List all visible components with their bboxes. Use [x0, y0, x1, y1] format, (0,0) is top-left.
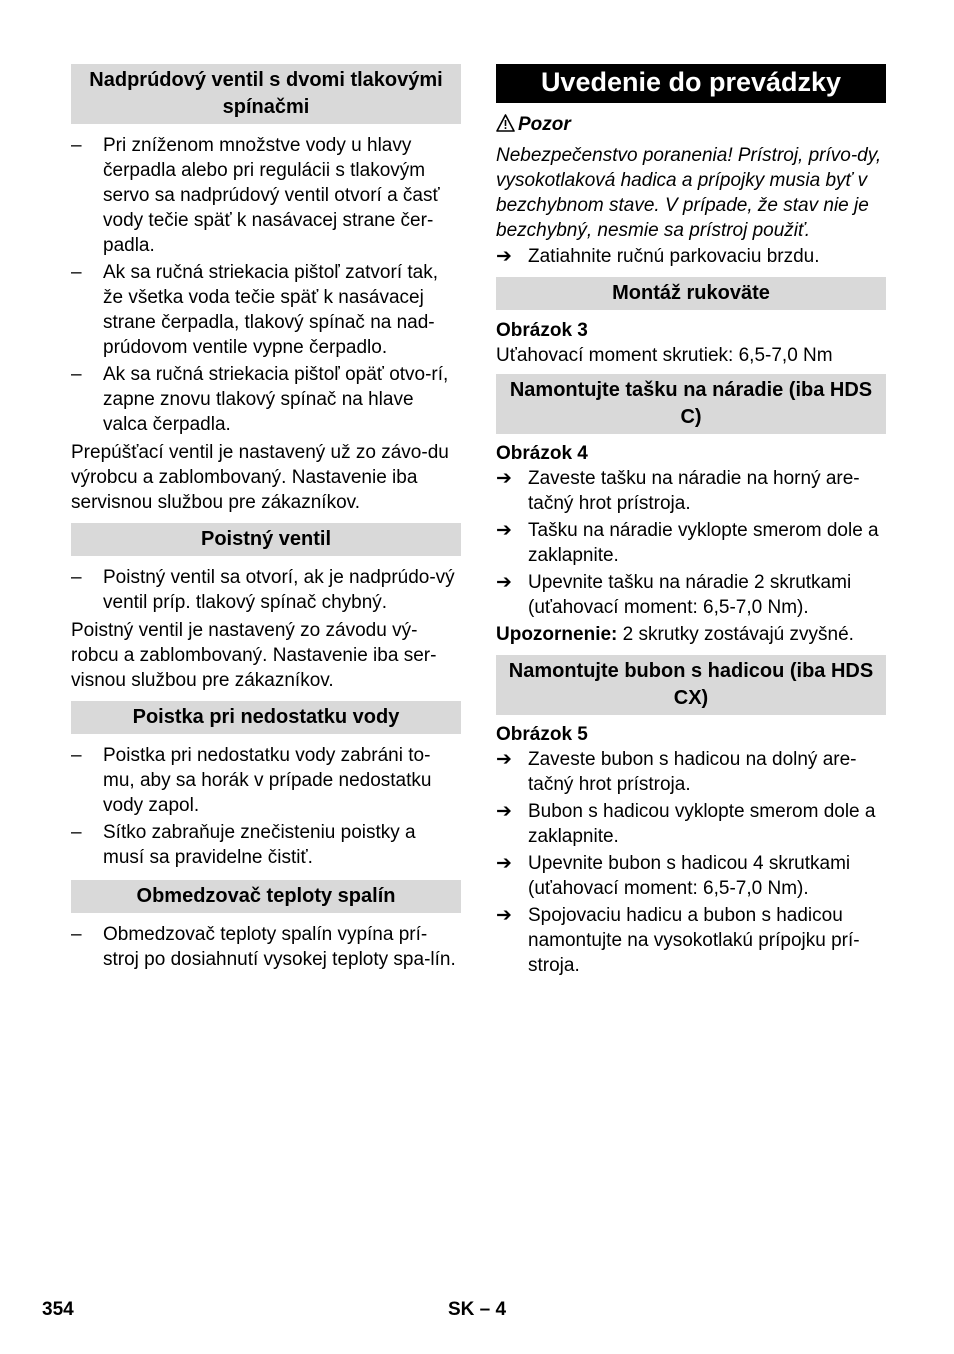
arrow-icon: ➔ [496, 520, 512, 541]
step-item [496, 903, 886, 978]
arrow-icon: ➔ [496, 749, 512, 770]
section-heading-safety-valve: Poistný ventil [71, 523, 461, 556]
step-item [496, 570, 886, 620]
step-item [496, 466, 886, 516]
right-column [496, 64, 886, 978]
left-column [71, 64, 461, 972]
list-item-text: Obmedzovač teploty spalín vypína prí-stroj po dosiahnutí vysokej teploty spa-lín. [103, 924, 456, 970]
dash-bullet: – [71, 135, 82, 156]
dash-bullet: – [71, 924, 82, 945]
list-item-text: Poistka pri nedostatku vody zabráni to-mu, aby sa horák v prípade nedostatku vody zapol. [103, 745, 432, 816]
note [496, 622, 886, 647]
list-item [71, 362, 461, 437]
step-item [496, 851, 886, 901]
paragraph: Prepúšťací ventil je nastavený už zo závo-du výrobcu a zablombovaný. Nastavenie iba servisnou službou pre zákazníkov. [71, 442, 449, 513]
arrow-icon: ➔ [496, 853, 512, 874]
figure-reference: Obrázok 4 [496, 443, 588, 464]
section-heading-handle: Montáž rukoväte [496, 277, 886, 310]
arrow-icon: ➔ [496, 905, 512, 926]
step-text: Tašku na náradie vyklopte smerom dole a zaklapnite. [528, 520, 879, 566]
dash-bullet: – [71, 567, 82, 588]
step-item [496, 518, 886, 568]
figure-reference: Obrázok 5 [496, 724, 588, 745]
chapter-title: Uvedenie do prevádzky [496, 64, 886, 103]
section-heading-overflow-valve: Nadprúdový ventil s dvomi tlakovými spínačmi [71, 64, 461, 124]
step-text: Bubon s hadicou vyklopte smerom dole a zaklapnite. [528, 801, 876, 847]
step-text: Spojovaciu hadicu a bubon s hadicou namontujte na vysokotlakú prípojku prí-stroja. [528, 905, 860, 976]
step-item [496, 799, 886, 849]
warning-heading [496, 112, 886, 139]
list-item [71, 922, 461, 972]
note-text: 2 skrutky zostávajú zvyšné. [617, 624, 854, 645]
list-item-text: Sítko zabraňuje znečisteniu poistky a musí sa pravidelne čistiť. [103, 822, 416, 868]
arrow-icon: ➔ [496, 468, 512, 489]
section-heading-tool-bag: Namontujte tašku na náradie (iba HDS C) [496, 374, 886, 434]
dash-bullet: – [71, 745, 82, 766]
arrow-icon: ➔ [496, 801, 512, 822]
section-heading-hose-reel: Namontujte bubon s hadicou (iba HDS CX) [496, 655, 886, 715]
language-page-marker: SK – 4 [448, 1299, 507, 1320]
step-text: Zaveste tašku na náradie na horný are-tačný hrot prístroja. [528, 468, 860, 514]
figure-reference: Obrázok 3 [496, 320, 588, 341]
list-item-text: Poistný ventil sa otvorí, ak je nadprúdo-vý ventil príp. tlakový spínač chybný. [103, 567, 455, 613]
list-item-text: Ak sa ručná striekacia pištoľ opäť otvo-rí, zapne znovu tlakový spínač na hlave valca čerpadla. [103, 364, 449, 435]
step-text: Upevnite bubon s hadicou 4 skrutkami (uťahovací moment: 6,5-7,0 Nm). [528, 853, 851, 899]
dash-bullet: – [71, 364, 82, 385]
list-item-text: Ak sa ručná striekacia pištoľ zatvorí tak, že všetka voda tečie späť k nasávacej strane čerpadla, tlakový spínač na nad-prúdovom ventile vypne čerpadlo. [103, 262, 439, 358]
step-text: Upevnite tašku na náradie 2 skrutkami (uťahovací moment: 6,5-7,0 Nm). [528, 572, 852, 618]
dash-bullet: – [71, 822, 82, 843]
list-item [71, 743, 461, 818]
step-item [496, 747, 886, 797]
dash-bullet: – [71, 262, 82, 283]
paragraph: Uťahovací moment skrutiek: 6,5-7,0 Nm [496, 345, 833, 366]
section-heading-exhaust-limiter: Obmedzovač teploty spalín [71, 880, 461, 913]
step-text: Zatiahnite ručnú parkovaciu brzdu. [528, 246, 820, 267]
arrow-icon: ➔ [496, 246, 512, 267]
step-text: Zaveste bubon s hadicou na dolný are-tačný hrot prístroja. [528, 749, 857, 795]
arrow-icon: ➔ [496, 572, 512, 593]
list-item [71, 820, 461, 870]
list-item [71, 260, 461, 360]
list-item-text: Pri zníženom množstve vody u hlavy čerpadla alebo pri regulácii s tlakovým servo sa nadprúdový ventil otvorí a časť vody tečie späť k nasávacej strane čer-padla. [103, 135, 440, 256]
list-item [71, 133, 461, 258]
paragraph: Poistný ventil je nastavený zo závodu vý-robcu a zablombovaný. Nastavenie iba ser-visnou službou pre zákazníkov. [71, 620, 437, 691]
warning-text: Nebezpečenstvo poranenia! Prístroj, prívo-dy, vysokotlaková hadica a prípojky musia byť v bezchybnom stave. V prípade, že stav nie je bezchybný, nesmie sa prístroj použiť. [496, 145, 882, 241]
step-item [496, 244, 886, 269]
section-heading-water-shortage: Poistka pri nedostatku vody [71, 701, 461, 734]
page-number: 354 [42, 1299, 74, 1320]
note-label: Upozornenie: [496, 624, 618, 645]
warning-triangle-icon [496, 114, 518, 139]
list-item [71, 565, 461, 615]
warning-label: Pozor [518, 114, 571, 135]
